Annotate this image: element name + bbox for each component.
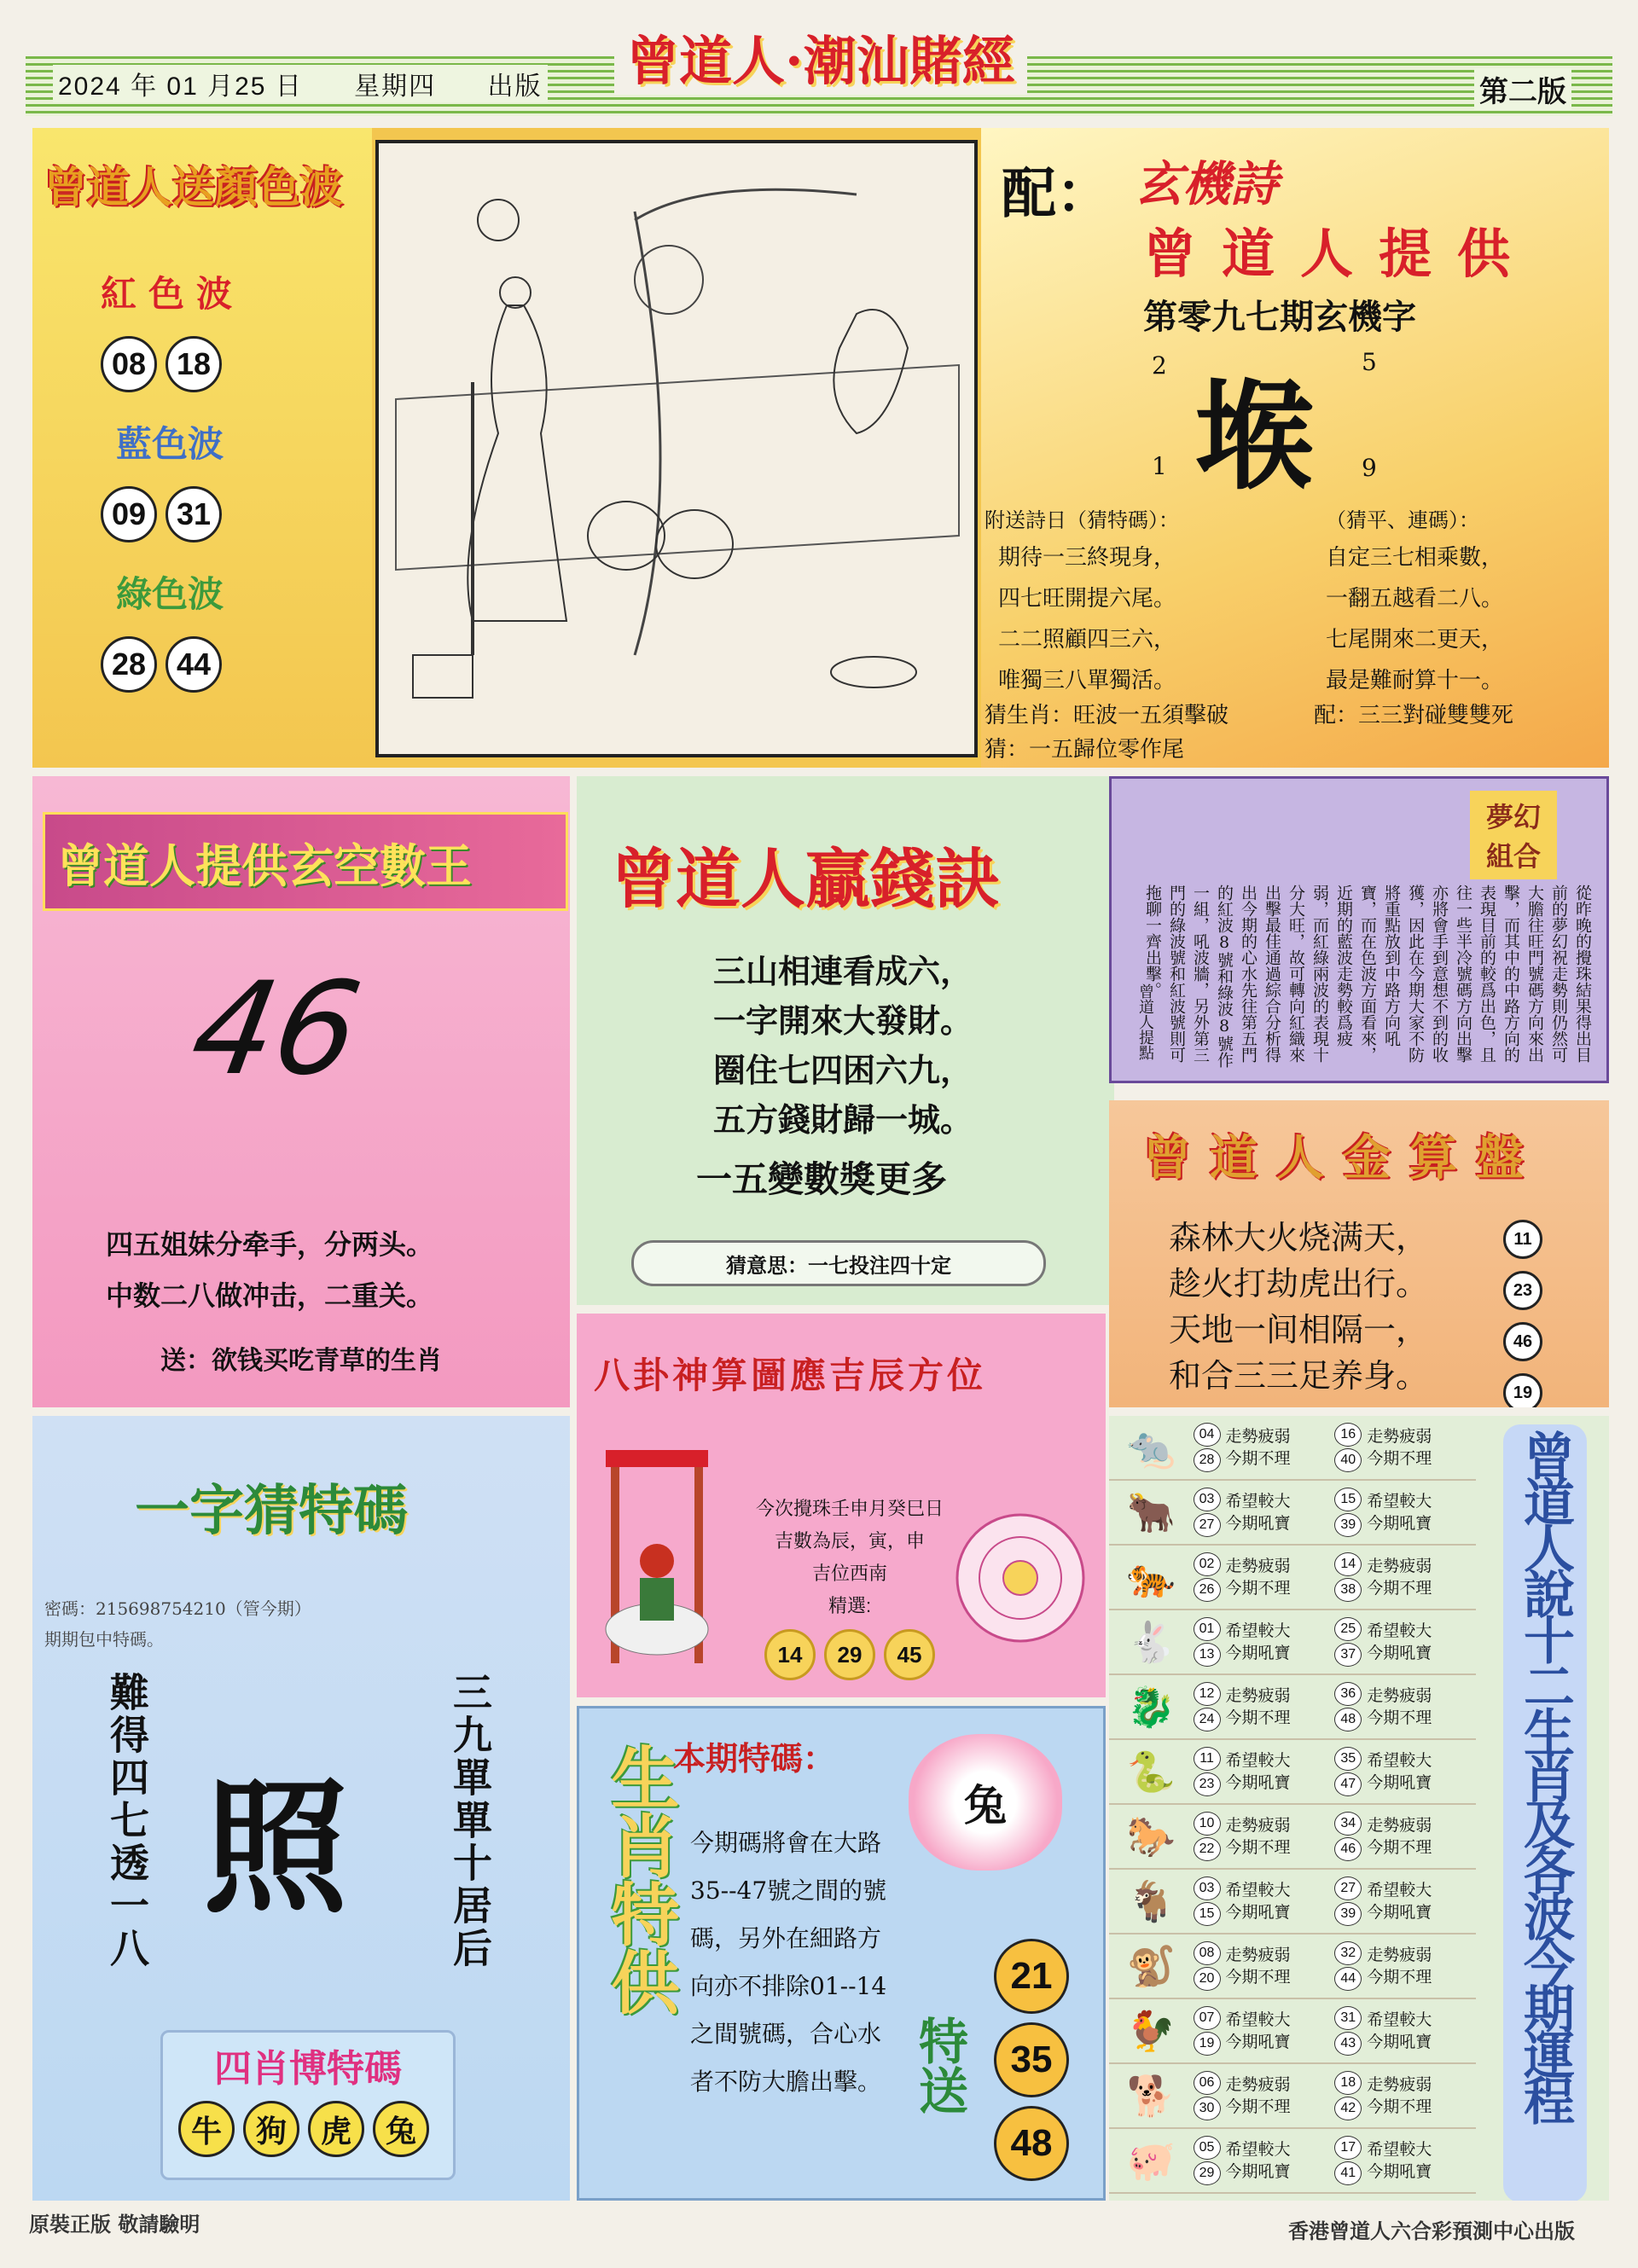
number-ball: 29 (824, 1629, 875, 1680)
number-ball: 19 (1503, 1373, 1542, 1407)
zodiac-status: 走勢疲弱 (1367, 1427, 1432, 1446)
number-ball: 14 (764, 1629, 816, 1680)
number-ball: 22 (1194, 1837, 1221, 1861)
zodiac-advice: 今期不理 (1367, 1968, 1432, 1987)
bagua-panel (577, 1314, 1106, 1697)
number-ball: 41 (1334, 2161, 1362, 2185)
zodiac-ball: 牛 (178, 2101, 235, 2157)
number-ball: 17 (1334, 2136, 1362, 2160)
one-char-title: 一字猜特碼 (135, 1479, 408, 1543)
dream-text: 從昨晚的攪珠結果得出目前的夢幻祝走勢則仍然可大膽往旺門號碼方向來出擊，而其中的中路方向的表現目前的較爲出色，且往一些半冷號碼方向出擊亦將會手到意想不到的收獲，因此在今期大家不防將重點放到中路方向吼寶，而在色波方面看來，近期的藍波走勢較爲疲弱，而紅綠兩波的表現十分大旺，故可轉向紅織來出擊最佳通過綜合分析得出今期的心水先往第五門的紅波8號和綠波8號作一組，吼波牆，另外第三門的綠波號和紅波號則可拖聊一齊出擊。 (1143, 885, 1592, 1068)
zodiac-advice: 今期不理 (1225, 1968, 1291, 1987)
zodiac-animal-icon: 🐐 (1126, 1877, 1176, 1924)
blue-wave-label: 藍色波 (116, 423, 224, 465)
corner-number: 5 (1362, 348, 1377, 376)
zodiac-advice: 今期不理 (1367, 1579, 1432, 1598)
number-ball: 44 (166, 636, 222, 693)
left-heading: 附送詩日（猜特碼）： (985, 508, 1179, 532)
number-ball: 02 (1194, 1552, 1221, 1576)
zodiac-ball: 兔 (373, 2101, 429, 2157)
zodiac-animal-icon: 🐂 (1126, 1488, 1176, 1535)
zodiac-status: 希望較大 (1367, 2140, 1432, 2159)
right-heading: （猜平、連碼）： (1326, 508, 1479, 532)
zodiac-animal-icon: 🐇 (1126, 1618, 1176, 1665)
zodiac-cell (1334, 2005, 1476, 2056)
number-ball: 46 (1334, 1837, 1362, 1861)
corner-number: 9 (1362, 454, 1377, 482)
zodiac-side-title: 曾道人說十二生肖及各波今期運程 (1503, 1424, 1587, 2201)
number-ball: 06 (1194, 2071, 1221, 2095)
number-ball: 23 (1503, 1271, 1542, 1310)
poem-line: 一字開來大發財。 (713, 1001, 973, 1040)
number-ball: 35 (1334, 1747, 1362, 1771)
zodiac-ball: 虎 (308, 2101, 364, 2157)
secret-code: 密碼：215698754210（管今期） (44, 1598, 311, 1619)
zodiac-status: 希望較大 (1225, 1621, 1291, 1640)
hint-pill (631, 1240, 1046, 1286)
four-zodiac-animals (163, 2101, 453, 2157)
poem-line: 期待一三終現身， (998, 545, 1176, 571)
poem-line: 五方錢財歸一城。 (713, 1100, 973, 1139)
number-ball: 29 (1194, 2161, 1221, 2185)
zodiac-cell (1194, 1616, 1335, 1668)
number-ball: 08 (101, 336, 157, 392)
poem-line: 趁火打劫虎出行。 (1169, 1265, 1429, 1302)
number-ball: 05 (1194, 2136, 1221, 2160)
handwritten-number: 46 (181, 955, 371, 1104)
guess-zodiac: 猜生肖：旺波一五須擊破 (985, 703, 1229, 728)
zodiac-animal-icon: 🐉 (1126, 1683, 1176, 1730)
number-ball: 30 (1194, 2097, 1221, 2120)
number-ball: 08 (1194, 1941, 1221, 1965)
zodiac-status: 希望較大 (1225, 1881, 1291, 1900)
win-money-title: 曾道人贏錢訣 (611, 841, 1000, 917)
number-ball: 34 (1334, 1812, 1362, 1836)
zodiac-cell (1334, 1811, 1476, 1862)
bagua-line: 吉位西南 (812, 1563, 888, 1584)
zodiac-status: 走勢疲弱 (1225, 1427, 1291, 1446)
zodiac-advice: 今期吼寶 (1367, 2162, 1432, 2181)
zodiac-advice: 今期吼寶 (1367, 1903, 1432, 1922)
poem-line: 四七旺開提六尾。 (998, 586, 1176, 612)
poem-line: 森林大火烧满天， (1169, 1219, 1429, 1256)
guess-pair: 配：三三對碰雙雙死 (1314, 703, 1514, 728)
issue-title: 第零九七期玄機字 (1143, 297, 1416, 337)
zodiac-cell (1334, 1746, 1476, 1797)
number-ball: 42 (1334, 2097, 1362, 2120)
special-numbers (994, 1939, 1077, 2181)
zodiac-advice: 今期不理 (1225, 1838, 1291, 1857)
hint-text: 猜意思：一七投注四十定 (726, 1252, 951, 1278)
number-ball: 35 (994, 2022, 1069, 2097)
zodiac-ball: 狗 (243, 2101, 299, 2157)
abacus-title: 曾道人金算盤 (1143, 1130, 1542, 1186)
dream-signature: 曾道人提點 (1136, 983, 1154, 1060)
zodiac-cell (1334, 1876, 1476, 1927)
poem-line: 七尾開來二更天， (1326, 627, 1504, 653)
warrior-on-horse-image (589, 1441, 725, 1680)
mystic-poem-panel (981, 128, 1609, 768)
win-money-poem (713, 947, 973, 1145)
zodiac-animal-icon: 🐒 (1126, 1942, 1176, 1989)
number-ball: 26 (1194, 1578, 1221, 1602)
poem-line: 二二照顧四三六， (998, 627, 1176, 653)
zodiac-advice: 今期吼寶 (1225, 2162, 1291, 2181)
number-ball: 39 (1334, 1902, 1362, 1926)
corner-number: 2 (1152, 351, 1167, 380)
zodiac-row (1109, 1999, 1476, 2064)
color-wave-title: 曾道人送顏色波 (44, 162, 343, 212)
four-zodiac-box (160, 2030, 456, 2180)
special-side-title: 生肖特供 (600, 1743, 680, 2016)
zodiac-advice: 今期不理 (1367, 1838, 1432, 1857)
zodiac-row (1109, 2129, 1476, 2194)
zodiac-status: 走勢疲弱 (1367, 2075, 1432, 2094)
zodiac-animal-icon: 🐎 (1126, 1813, 1176, 1859)
zodiac-advice: 今期不理 (1225, 1708, 1291, 1727)
number-ball: 48 (994, 2106, 1069, 2181)
zodiac-row (1109, 1675, 1476, 1740)
zodiac-status: 希望較大 (1225, 1751, 1291, 1770)
number-ball: 31 (166, 486, 222, 542)
zodiac-row (1109, 1870, 1476, 1934)
number-ball: 39 (1334, 1513, 1362, 1537)
green-wave-numbers (101, 636, 372, 693)
four-zodiac-title: 四肖博特碼 (214, 2047, 402, 2091)
blue-wave-numbers (101, 486, 372, 542)
zodiac-status: 希望較大 (1225, 2140, 1291, 2159)
special-text: 今期碼將會在大路35--47號之間的號碼，另外在細路方向亦不排除01--14之間號碼，合心水者不防大膽出擊。 (690, 1829, 887, 2096)
zodiac-advice: 今期吼寶 (1225, 1644, 1291, 1662)
zodiac-status: 走勢疲弱 (1367, 1557, 1432, 1575)
zodiac-row (1109, 1481, 1476, 1546)
number-ball: 10 (1194, 1812, 1221, 1836)
dream-panel (1109, 776, 1609, 1083)
zodiac-status: 走勢疲弱 (1225, 1816, 1291, 1835)
abacus-numbers (1503, 1220, 1551, 1407)
pei-label: 配： (1002, 162, 1111, 226)
special-heading: 本期特碼： (673, 1739, 836, 1778)
number-ball: 43 (1334, 2032, 1362, 2056)
zodiac-animal-icon: 🐖 (1126, 2137, 1176, 2184)
dream-title: 夢幻組合 (1470, 791, 1557, 879)
xuankong-gift: 送：欲钱买吃青草的生肖 (160, 1346, 442, 1376)
number-ball: 38 (1334, 1578, 1362, 1602)
left-poem (998, 537, 1176, 701)
flower-text: 兔 (964, 1780, 1007, 1830)
number-ball: 11 (1503, 1220, 1542, 1259)
zodiac-status: 走勢疲弱 (1367, 1686, 1432, 1705)
footer-right: 香港曾道人六合彩預測中心出版 (1288, 2219, 1575, 2243)
zodiac-advice: 今期不理 (1367, 1449, 1432, 1468)
number-ball: 03 (1194, 1488, 1221, 1511)
number-ball: 04 (1194, 1423, 1221, 1447)
zodiac-advice: 今期吼寶 (1367, 1644, 1432, 1662)
zodiac-advice: 今期吼寶 (1367, 1514, 1432, 1533)
number-ball: 12 (1194, 1682, 1221, 1706)
poem-line: 和合三三足养身。 (1169, 1357, 1429, 1395)
date-text: 2024 年 01 月25 日 (58, 73, 303, 101)
number-ball: 18 (166, 336, 222, 392)
number-ball: 28 (101, 636, 157, 693)
zodiac-cell (1194, 1940, 1335, 1992)
zodiac-cell (1194, 2135, 1335, 2186)
zodiac-row (1109, 1416, 1476, 1481)
zodiac-cell (1194, 1487, 1335, 1538)
number-ball: 47 (1334, 1772, 1362, 1796)
xuankong-title-bar (43, 812, 568, 911)
zodiac-advice: 今期吼寶 (1225, 1773, 1291, 1792)
number-ball: 15 (1194, 1902, 1221, 1926)
zodiac-advice: 今期吼寶 (1225, 2033, 1291, 2051)
win-money-extra: 一五變數獎更多 (696, 1158, 948, 1200)
send-label: 特送 (910, 2016, 968, 2114)
red-wave-numbers (101, 336, 372, 392)
number-ball: 27 (1334, 1876, 1362, 1900)
number-ball: 09 (101, 486, 157, 542)
guess-tail: 猜：一五歸位零作尾 (985, 737, 1185, 763)
zodiac-animal-icon: 🐀 (1126, 1424, 1176, 1470)
zodiac-status: 希望較大 (1367, 1492, 1432, 1511)
bagua-info (756, 1493, 944, 1622)
publish-text: 出版 (487, 73, 543, 101)
zodiac-status: 希望較大 (1225, 2010, 1291, 2029)
zodiac-cell (1334, 1681, 1476, 1732)
zodiac-advice: 今期吼寶 (1367, 2033, 1432, 2051)
number-ball: 03 (1194, 1876, 1221, 1900)
zodiac-row (1109, 2064, 1476, 2129)
zodiac-row (1109, 1740, 1476, 1805)
zodiac-status: 希望較大 (1225, 1492, 1291, 1511)
green-wave-label: 綠色波 (116, 573, 224, 615)
number-ball: 36 (1334, 1682, 1362, 1706)
zodiac-row (1109, 1546, 1476, 1610)
edition-label: 第二版 (1474, 68, 1571, 110)
zodiac-animal-icon: 🐓 (1126, 2007, 1176, 2054)
zodiac-rows (1109, 1416, 1476, 2194)
mystic-character: 堠 (1194, 367, 1315, 507)
zodiac-status: 走勢疲弱 (1225, 2075, 1291, 2094)
zodiac-animal-icon: 🐅 (1126, 1553, 1176, 1600)
zodiac-advice: 今期吼寶 (1225, 1514, 1291, 1533)
special-panel (577, 1706, 1106, 2201)
number-ball: 37 (1334, 1643, 1362, 1667)
number-ball: 21 (994, 1939, 1069, 2014)
zodiac-cell (1194, 1681, 1335, 1732)
zodiac-status: 希望較大 (1367, 1881, 1432, 1900)
zodiac-cell (1194, 1746, 1335, 1797)
right-vertical-text: 三九單單十居后 (447, 1672, 493, 1970)
zodiac-status: 希望較大 (1367, 1751, 1432, 1770)
poem-line: 唯獨三八單獨活。 (998, 668, 1176, 693)
bagua-line: 吉數為辰，寅，申 (775, 1530, 926, 1552)
zodiac-status: 走勢疲弱 (1225, 1946, 1291, 1964)
number-ball: 14 (1334, 1552, 1362, 1576)
flower-badge (909, 1734, 1062, 1871)
one-char-character: 照 (203, 1763, 349, 1934)
zodiac-cell (1194, 2005, 1335, 2056)
bagua-title: 八卦神算圖應吉辰方位 (594, 1354, 987, 1396)
zodiac-status: 希望較大 (1367, 1621, 1432, 1640)
zodiac-status: 希望較大 (1367, 2010, 1432, 2029)
right-poem (1326, 537, 1503, 701)
xuankong-title: 曾道人提供玄空數王 (57, 838, 472, 893)
number-ball: 31 (1334, 2006, 1362, 2030)
bagua-line: 今次攪珠壬申月癸巳日 (756, 1498, 944, 1519)
zodiac-cell (1334, 1487, 1476, 1538)
zodiac-status: 走勢疲弱 (1225, 1557, 1291, 1575)
number-ball: 13 (1194, 1643, 1221, 1667)
bagua-diagram-icon (952, 1510, 1089, 1646)
left-vertical-text: 難得四七透一八 (104, 1672, 150, 1970)
zodiac-cell (1334, 1616, 1476, 1668)
zodiac-cell (1334, 1422, 1476, 1473)
zodiac-advice: 今期不理 (1225, 1449, 1291, 1468)
number-ball: 18 (1334, 2071, 1362, 2095)
footer-left: 原裝正版 敬請驗明 (29, 2212, 200, 2236)
number-ball: 40 (1334, 1448, 1362, 1472)
zodiac-advice: 今期吼寶 (1225, 1903, 1291, 1922)
number-ball: 19 (1194, 2032, 1221, 2056)
poem-line: 最是難耐算十一。 (1326, 668, 1504, 693)
number-ball: 16 (1334, 1423, 1362, 1447)
zodiac-cell (1334, 2135, 1476, 2186)
header-title: 曾道人·潮汕賭經 (614, 19, 1027, 95)
zodiac-cell (1334, 1552, 1476, 1603)
zodiac-advice: 今期不理 (1367, 1708, 1432, 1727)
header-date (53, 65, 548, 102)
win-money-panel (577, 776, 1114, 1305)
number-ball: 24 (1194, 1708, 1221, 1731)
select-label: 精選: (828, 1595, 872, 1616)
one-char-panel (32, 1416, 570, 2201)
zodiac-status: 走勢疲弱 (1225, 1686, 1291, 1705)
number-ball: 25 (1334, 1617, 1362, 1641)
number-ball: 28 (1194, 1448, 1221, 1472)
zodiac-cell (1334, 2070, 1476, 2121)
zodiac-advice: 今期不理 (1225, 1579, 1291, 1598)
secret-note: 期期包中特碼。 (44, 1629, 164, 1650)
weekday-text: 星期四 (354, 73, 437, 101)
bagua-numbers (764, 1629, 944, 1680)
poem-line: 圈住七四困六九， (713, 1051, 973, 1089)
number-ball: 23 (1194, 1772, 1221, 1796)
zodiac-cell (1194, 1876, 1335, 1927)
number-ball: 44 (1334, 1967, 1362, 1991)
zodiac-advice: 今期吼寶 (1367, 1773, 1432, 1792)
zodiac-list-panel (1109, 1416, 1609, 2201)
xuankong-line: 中数二八做冲击，二重关。 (106, 1279, 434, 1312)
zodiac-cell (1194, 2070, 1335, 2121)
number-ball: 48 (1334, 1708, 1362, 1731)
number-ball: 45 (884, 1629, 935, 1680)
zodiac-cell (1194, 1422, 1335, 1473)
xuankong-panel (32, 776, 570, 1407)
poem-line: 自定三七相乘數， (1326, 545, 1504, 571)
zodiac-advice: 今期不理 (1225, 2097, 1291, 2116)
mystic-poem-title: 玄機詩 (1135, 156, 1278, 212)
corner-number: 1 (1152, 452, 1167, 480)
illustration-panel (372, 128, 995, 768)
zodiac-animal-icon: 🐕 (1126, 2072, 1176, 2119)
zodiac-status: 走勢疲弱 (1367, 1816, 1432, 1835)
abacus-panel (1109, 1100, 1609, 1407)
number-ball: 27 (1194, 1513, 1221, 1537)
lady-and-monkey-illustration (379, 143, 974, 754)
zodiac-status: 走勢疲弱 (1367, 1946, 1432, 1964)
number-ball: 20 (1194, 1967, 1221, 1991)
illustration-frame (375, 140, 978, 757)
poem-line: 一翻五越看二八。 (1326, 586, 1504, 612)
abacus-poem (1169, 1215, 1428, 1399)
poem-line: 三山相連看成六， (713, 952, 973, 990)
poem-line: 天地一间相隔一， (1169, 1311, 1429, 1349)
zodiac-cell (1194, 1552, 1335, 1603)
zodiac-animal-icon: 🐍 (1126, 1748, 1176, 1795)
zodiac-row (1109, 1805, 1476, 1870)
number-ball: 32 (1334, 1941, 1362, 1965)
number-ball: 46 (1503, 1322, 1542, 1361)
number-ball: 07 (1194, 2006, 1221, 2030)
zodiac-advice: 今期不理 (1367, 2097, 1432, 2116)
number-ball: 15 (1334, 1488, 1362, 1511)
zodiac-row (1109, 1610, 1476, 1675)
color-wave-panel (32, 128, 372, 768)
zodiac-cell (1194, 1811, 1335, 1862)
red-wave-label: 紅色波 (101, 273, 245, 315)
provider-label: 曾道人提供 (1143, 223, 1536, 285)
number-ball: 11 (1194, 1747, 1221, 1771)
number-ball: 01 (1194, 1617, 1221, 1641)
xuankong-line: 四五姐妹分牵手，分两头。 (106, 1228, 434, 1261)
zodiac-cell (1334, 1940, 1476, 1992)
zodiac-row (1109, 1934, 1476, 1999)
